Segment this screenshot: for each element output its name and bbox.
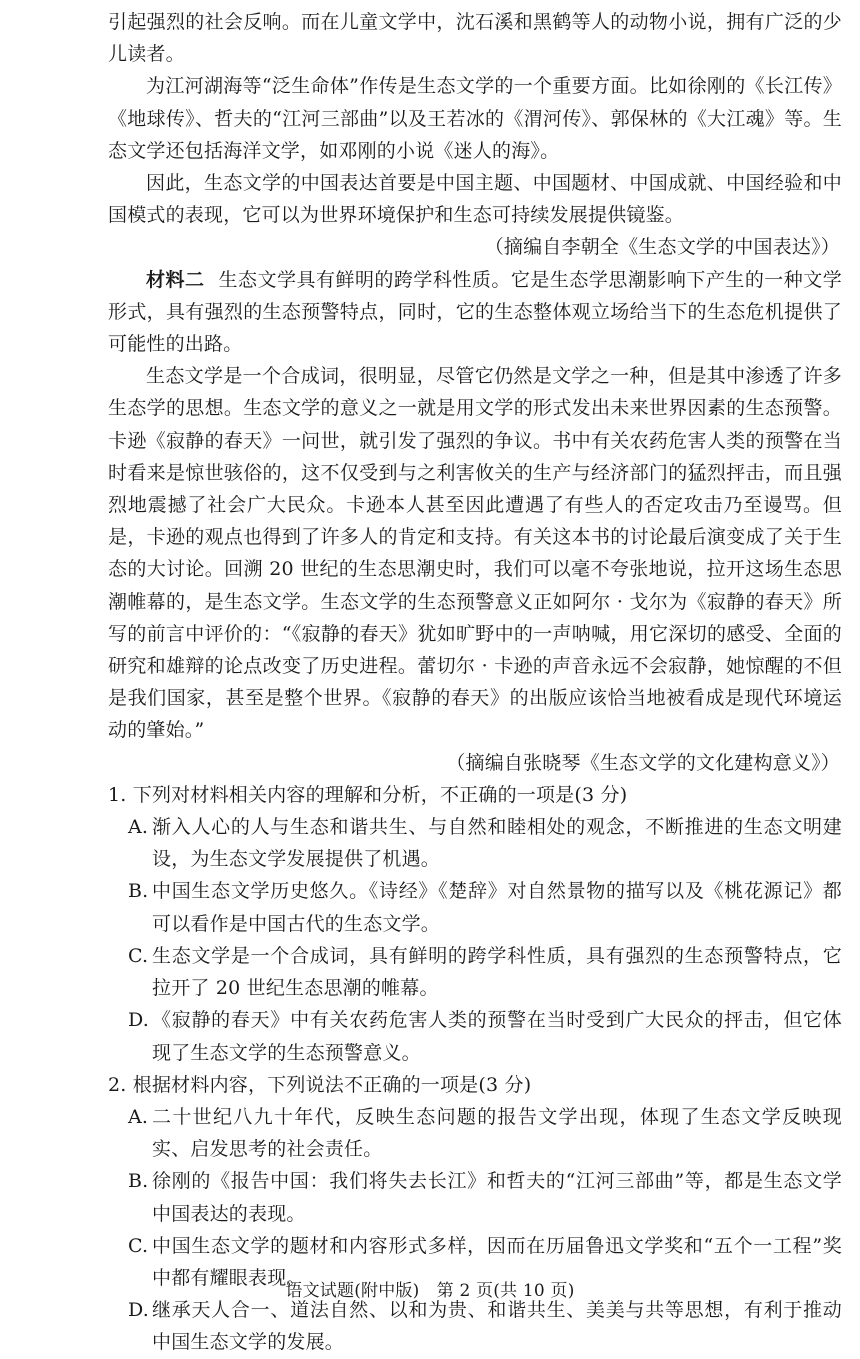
source-citation-2: （摘编自张晓琴《生态文学的文化建构意义》） bbox=[446, 751, 840, 774]
option-letter: A. bbox=[128, 816, 149, 839]
option-letter: D. bbox=[128, 1009, 149, 1032]
option-text: 徐刚的《报告中国：我们将失去长江》和哲夫的“江河三部曲”等，都是生态文学中国表达的表现。 bbox=[152, 1170, 842, 1225]
option-text: 《寂静的春天》中有关农药危害人类的预警在当时受到广大民众的抨击，但它体现了生态文学的生态预警意义。 bbox=[152, 1009, 842, 1064]
option-letter: D. bbox=[128, 1299, 149, 1322]
question-1-option-a[interactable] bbox=[128, 811, 842, 875]
question-2-option-d[interactable] bbox=[128, 1294, 842, 1358]
material-two-label: 材料二 bbox=[146, 268, 205, 291]
question-2-option-b[interactable] bbox=[128, 1165, 842, 1229]
question-stem: 2. 根据材料内容，下列说法不正确的一项是(3 分) bbox=[108, 1073, 532, 1096]
material-two-intro-paragraph bbox=[108, 264, 842, 361]
option-letter: C. bbox=[128, 944, 149, 967]
material-two-body-paragraph: 生态文学是一个合成词，很明显，尽管它仍然是文学之一种，但是其中渗透了许多生态学的思想。生态文学的意义之一就是用文学的形式发出未来世界因素的生态预警。卡逊《寂静的春天》一问世，就引发了强烈的争议。书中有关农药危害人类的预警在当时看来是惊世骇俗的，这不仅受到与之利害攸关的生产与经济部门的猛烈抨击，而且强烈地震撼了社会广大民众。卡逊本人甚至因此遭遇了有些人的否定攻击乃至谩骂。但是，卡逊的观点也得到了许多人的肯定和支持。有关这本书的讨论最后演变成了关于生态的大讨论。回溯 20 世纪的生态思潮史时，我们可以毫不夸张地说，拉开这场生态思潮帷幕的，是生态文学。生态文学的生态预警意义正如阿尔 · 戈尔为《寂静的春天》所写的前言中评价的：“《寂静的春天》犹如旷野中的一声呐喊，用它深切的感受、全面的研究和雄辩的论点改变了历史进程。蕾切尔 · 卡逊的声音永远不会寂静，她惊醒的不但是我们国家，甚至是整个世界。《寂静的春天》的出版应该恰当地被看成是现代环境运动的肇始。” bbox=[108, 365, 842, 742]
option-text: 中国生态文学历史悠久。《诗经》《楚辞》对自然景物的描写以及《桃花源记》都可以看作是中国古代的生态文学。 bbox=[152, 880, 842, 935]
option-letter: A. bbox=[128, 1105, 149, 1128]
question-1-option-c[interactable] bbox=[128, 940, 842, 1004]
question-2-option-a[interactable] bbox=[128, 1101, 842, 1165]
option-letter: B. bbox=[128, 1170, 149, 1193]
option-text: 二十世纪八九十年代，反映生态问题的报告文学出现，体现了生态文学反映现实、启发思考的社会责任。 bbox=[152, 1105, 842, 1161]
option-text: 中国生态文学的题材和内容形式多样，因而在历届鲁迅文学奖和“五个一工程”奖中都有耀眼表现。 bbox=[152, 1234, 842, 1289]
paragraph-river-biographies: 为江河湖海等“泛生命体”作传是生态文学的一个重要方面。比如徐刚的《长江传》《地球传》、哲夫的“江河三部曲”以及王若冰的《渭河传》、郭保林的《大江魂》等。生态文学还包括海洋文学，如邓刚的小说《迷人的海》。 bbox=[108, 75, 842, 162]
option-text: 继承天人合一、道法自然、以和为贵、和谐共生、美美与共等思想，有利于推动中国生态文学的发展。 bbox=[152, 1299, 842, 1354]
material-two-intro-text: 生态文学具有鲜明的跨学科性质。它是生态学思潮影响下产生的一种文学形式，具有强烈的生态预警特点，同时，它的生态整体观立场给当下的生态危机提供了可能性的出路。 bbox=[108, 268, 842, 356]
page-footer: 语文试题(附中版) 第 2 页(共 10 页) bbox=[285, 1281, 575, 1301]
option-letter: C. bbox=[128, 1234, 149, 1257]
option-text: 生态文学是一个合成词，具有鲜明的跨学科性质，具有强烈的生态预警特点，它拉开了 20 世纪生态思潮的帷幕。 bbox=[152, 944, 842, 1000]
question-stem: 1. 下列对材料相关内容的理解和分析，不正确的一项是(3 分) bbox=[108, 783, 628, 806]
question-1 bbox=[108, 779, 842, 1069]
paragraph-continuation: 引起强烈的社会反响。而在儿童文学中，沈石溪和黑鹤等人的动物小说，拥有广泛的少儿读者。 bbox=[108, 11, 842, 66]
option-text: 渐入人心的人与生态和谐共生、与自然和睦相处的观念，不断推进的生态文明建设，为生态文学发展提供了机遇。 bbox=[152, 816, 842, 871]
paragraph-conclusion: 因此，生态文学的中国表达首要是中国主题、中国题材、中国成就、中国经验和中国模式的表现，它可以为世界环境保护和生态可持续发展提供镜鉴。 bbox=[108, 172, 842, 227]
source-citation-1: （摘编自李朝全《生态文学的中国表达》） bbox=[484, 236, 840, 259]
option-letter: B. bbox=[128, 880, 149, 903]
question-1-option-d[interactable] bbox=[128, 1004, 842, 1068]
question-1-option-b[interactable] bbox=[128, 875, 842, 939]
question-2 bbox=[108, 1069, 842, 1359]
